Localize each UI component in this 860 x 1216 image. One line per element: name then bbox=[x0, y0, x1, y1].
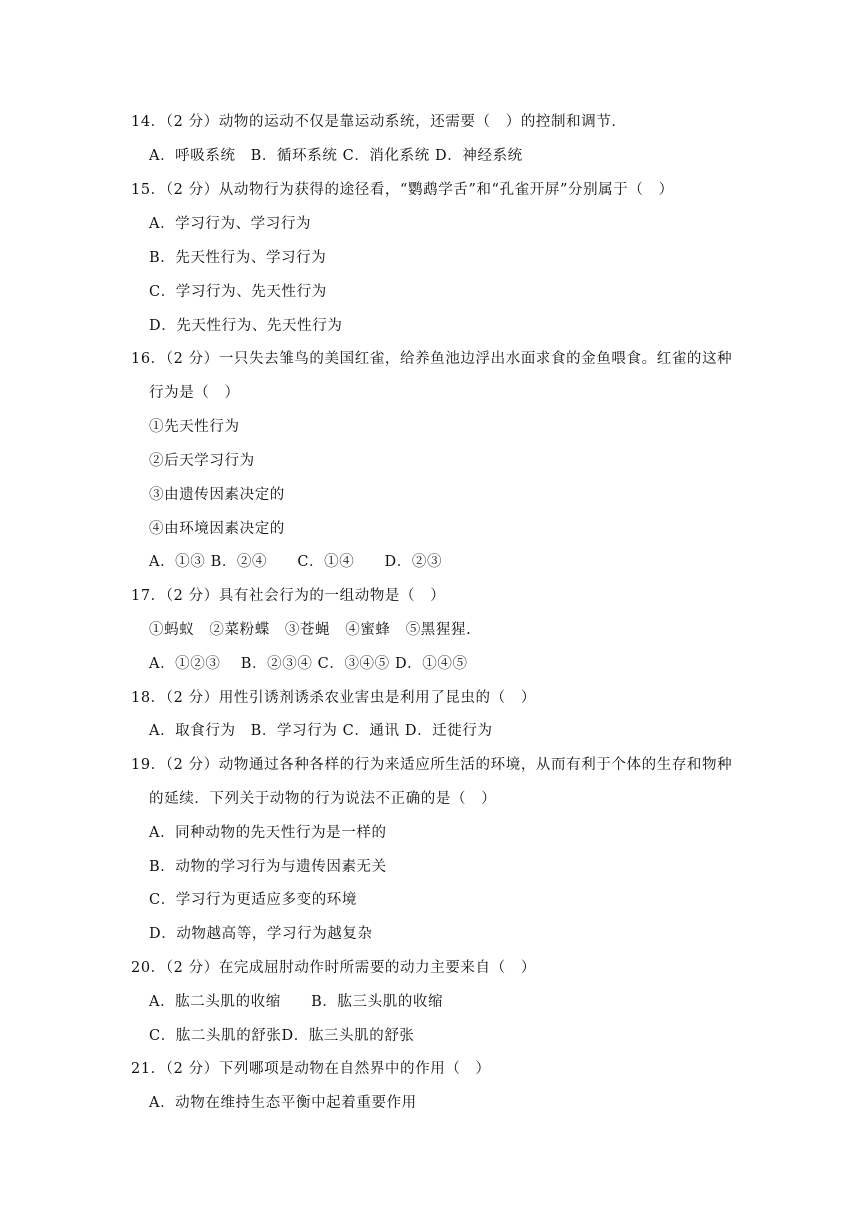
question-15-option-b: B．先天性行为、学习行为 bbox=[149, 250, 327, 266]
question-18-options: A．取食行为 B．学习行为 C．通讯 D．迁徙行为 bbox=[149, 723, 493, 739]
question-20-stem: 20．（2 分）在完成屈肘动作时所需要的动力主要来自（ ） bbox=[131, 960, 536, 976]
question-20-options-cd: C．肱二头肌的舒张D．肱三头肌的舒张 bbox=[149, 1028, 415, 1044]
question-21-option-a: A．动物在维持生态平衡中起着重要作用 bbox=[149, 1095, 417, 1111]
question-15-option-d: D．先天性行为、先天性行为 bbox=[149, 318, 343, 334]
question-16-statement-1: ①先天性行为 bbox=[149, 419, 240, 435]
question-16-options: A．①③ B．②④ C．①④ D．②③ bbox=[149, 554, 443, 570]
question-19-option-b: B．动物的学习行为与遗传因素无关 bbox=[149, 859, 387, 875]
question-15-option-a: A．学习行为、学习行为 bbox=[149, 216, 312, 232]
question-15-option-c: C．学习行为、先天性行为 bbox=[149, 284, 327, 300]
question-21-stem: 21．（2 分）下列哪项是动物在自然界中的作用（ ） bbox=[131, 1061, 491, 1077]
question-19-stem: 19．（2 分）动物通过各种各样的行为来适应所生活的环境，从而有利于个体的生存和物种 bbox=[131, 757, 733, 773]
question-16-stem-continued: 行为是（ ） bbox=[149, 385, 240, 401]
question-18-stem: 18．（2 分）用性引诱剂诱杀农业害虫是利用了昆虫的（ ） bbox=[131, 690, 536, 706]
question-19-option-a: A．同种动物的先天性行为是一样的 bbox=[149, 825, 387, 841]
question-17-items: ①蚂蚁 ②菜粉蝶 ③苍蝇 ④蜜蜂 ⑤黑猩猩. bbox=[149, 622, 472, 638]
question-14-stem: 14．（2 分）动物的运动不仅是靠运动系统，还需要（ ）的控制和调节． bbox=[131, 114, 627, 130]
question-16-statement-2: ②后天学习行为 bbox=[149, 453, 255, 469]
question-19-stem-continued: 的延续．下列关于动物的行为说法不正确的是（ ） bbox=[149, 791, 497, 807]
question-15-stem: 15．（2 分）从动物行为获得的途径看，“鹦鹉学舌”和“孔雀开屏”分别属于（ ） bbox=[131, 182, 674, 198]
question-14-options: A．呼吸系统 B．循环系统 C．消化系统 D．神经系统 bbox=[149, 148, 523, 164]
question-16-statement-4: ④由环境因素决定的 bbox=[149, 521, 285, 537]
question-17-options: A．①②③ B．②③④ C．③④⑤ D．①④⑤ bbox=[149, 656, 468, 672]
question-16-stem: 16．（2 分）一只失去雏鸟的美国红雀，给养鱼池边浮出水面求食的金鱼喂食。红雀的这种 bbox=[131, 351, 733, 367]
question-17-stem: 17．（2 分）具有社会行为的一组动物是（ ） bbox=[131, 588, 446, 604]
question-16-statement-3: ③由遗传因素决定的 bbox=[149, 487, 285, 503]
question-20-options-ab: A．肱二头肌的收缩 B．肱三头肌的收缩 bbox=[149, 994, 444, 1010]
question-19-option-d: D．动物越高等，学习行为越复杂 bbox=[149, 926, 373, 942]
question-19-option-c: C．学习行为更适应多变的环境 bbox=[149, 892, 357, 908]
